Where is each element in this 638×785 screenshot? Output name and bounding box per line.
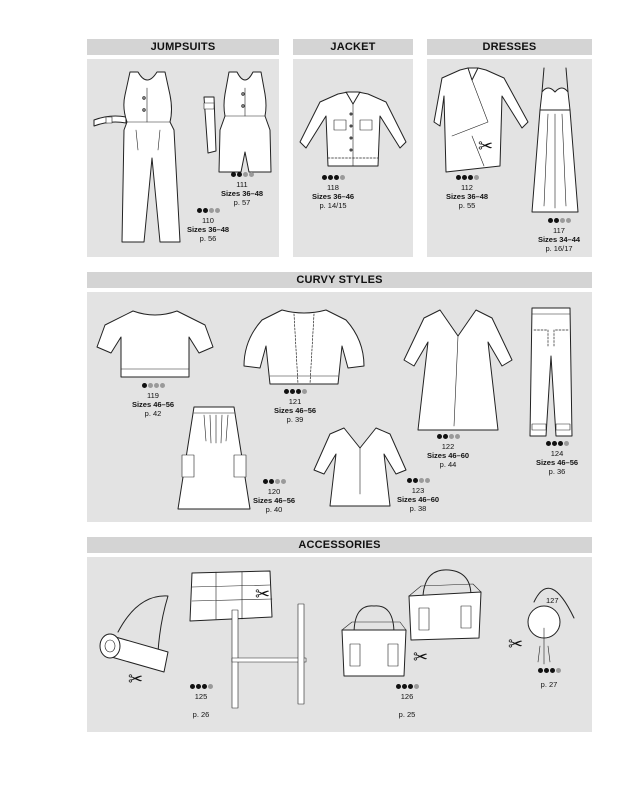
item-sizes: Sizes 34–44 [537,235,581,244]
item-page: p. 26 [192,710,210,719]
item-label-112 [432,175,502,210]
item-label-124 [522,441,592,476]
pouch-127-drawing [520,572,580,668]
difficulty-dots [166,684,236,692]
difficulty-dots [383,478,453,486]
item-label-118 [298,175,368,210]
jacket-118-drawing [296,90,410,172]
item-number: 119 [147,391,159,400]
item-label-127 [514,596,584,689]
item-page: p. 55 [458,201,476,210]
item-number: 127 [546,596,559,605]
scissors-icon: ✂ [478,136,494,156]
item-number: 118 [327,183,339,192]
dress-122-drawing [402,306,514,432]
item-page: p. 57 [233,198,251,207]
section-header-jacket: JACKET [293,39,413,55]
item-number: 111 [236,180,248,189]
scissors-icon: ✂ [255,584,271,604]
romper-111-drawing [215,70,275,175]
item-page: p. 42 [144,409,162,418]
item-page: p. 16/17 [545,244,573,253]
scissors-icon: ✂ [413,647,429,667]
item-page: p. 36 [548,467,566,476]
item-page: p. 44 [439,460,457,469]
difficulty-dots [239,479,309,487]
difficulty-dots [432,175,502,183]
difficulty-dots [372,684,442,692]
strap-pattern-drawing [228,600,308,710]
item-sizes: Sizes 46–56 [252,496,296,505]
item-number: 124 [550,449,564,458]
section-header-dresses: DRESSES [427,39,592,55]
item-sizes: Sizes 46–56 [535,458,579,467]
item-page: p. 27 [540,680,558,689]
item-label-122 [413,434,483,469]
top-119-drawing [95,307,215,379]
item-sizes: Sizes 36–48 [186,225,230,234]
item-sizes: Sizes 46–56 [131,400,175,409]
bag-126-large-drawing [405,566,485,642]
scissors-icon: ✂ [128,669,144,689]
item-number: 120 [267,487,281,496]
section-header-jumpsuits: JUMPSUITS [87,39,279,55]
item-label-125 [166,684,236,719]
trousers-124-drawing [528,306,574,438]
difficulty-dots [413,434,483,442]
item-page: p. 40 [265,505,283,514]
dress-112-drawing [432,66,532,176]
difficulty-dots [260,389,330,397]
difficulty-dots [522,441,592,449]
item-page: p. 39 [286,415,304,424]
item-sizes: Sizes 46–60 [396,495,440,504]
scissors-icon: ✂ [508,634,524,654]
item-sizes: Sizes 36–48 [445,192,489,201]
section-header-curvy-styles: CURVY STYLES [87,272,592,288]
item-label-121 [260,389,330,424]
item-label-123 [383,478,453,513]
item-number: 123 [411,486,425,495]
item-label-120 [239,479,309,514]
item-number: 110 [202,216,214,225]
bag-126-small-drawing [338,600,410,678]
item-number: 122 [441,442,455,451]
item-sizes: Sizes 46–56 [273,406,317,415]
difficulty-dots [298,175,368,183]
item-number: 112 [461,183,473,192]
jacket-121-drawing [242,306,367,386]
difficulty-dots [514,668,584,676]
item-sizes: Sizes 36–46 [311,192,355,201]
difficulty-dots [173,208,243,216]
item-page: p. 14/15 [319,201,347,210]
item-label-117 [524,218,594,253]
difficulty-dots [207,172,277,180]
section-header-accessories: ACCESSORIES [87,537,592,553]
item-sizes: Sizes 36–48 [220,189,264,198]
item-page: p. 25 [398,710,416,719]
item-number: 117 [553,226,565,235]
difficulty-dots [524,218,594,226]
item-label-110 [173,208,243,243]
dress-117-drawing [530,66,580,216]
item-label-126 [372,684,442,719]
difficulty-dots [118,383,188,391]
item-number: 125 [194,692,208,701]
item-number: 126 [400,692,414,701]
item-number: 121 [288,397,302,406]
item-page: p. 38 [409,504,427,513]
item-sizes: Sizes 46–60 [426,451,470,460]
item-label-111 [207,172,277,207]
item-page: p. 56 [199,234,217,243]
